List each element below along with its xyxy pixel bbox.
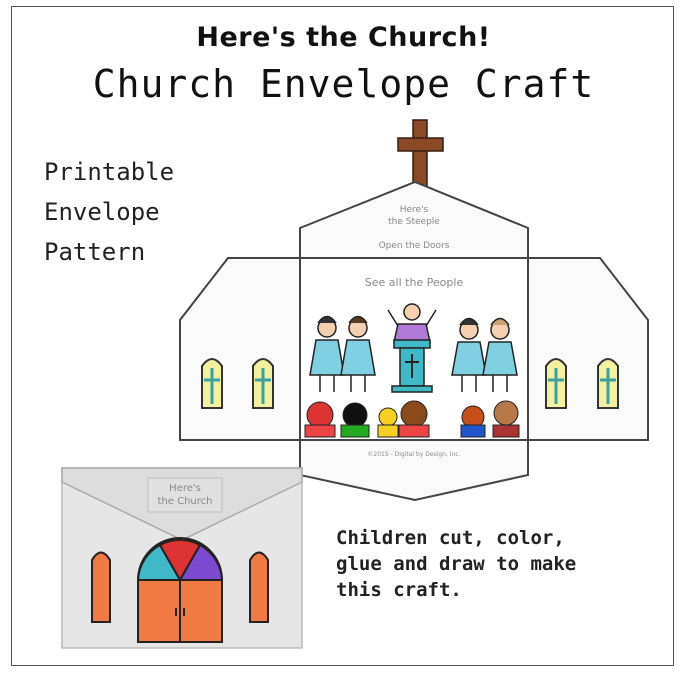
window-icon (202, 359, 222, 408)
top-flap-text-2: the Steeple (388, 217, 440, 227)
window-icon (253, 359, 273, 408)
window-icon (598, 359, 618, 408)
pattern-label-line-3: Pattern (44, 238, 146, 266)
audience-head (399, 401, 429, 437)
closed-flap-text-2: the Church (157, 496, 213, 507)
bottom-flap (300, 440, 528, 500)
audience-head (305, 402, 335, 437)
audience-head (378, 408, 398, 437)
craft-caption (336, 525, 666, 603)
audience-head (493, 401, 519, 437)
closed-envelope (62, 468, 302, 648)
window-icon (546, 359, 566, 408)
audience-head (461, 406, 485, 437)
center-text: See all the People (364, 276, 464, 289)
pattern-label-line-2: Envelope (44, 198, 160, 226)
pattern-label-line-1: Printable (44, 158, 175, 186)
right-flap (528, 258, 648, 440)
footer-text: ©2015 - Digital by Design, Inc. (367, 451, 461, 458)
page-title: Church Envelope Craft (92, 62, 595, 106)
closed-flap-text-1: Here's (169, 483, 201, 494)
caption-line-1: Children cut, color, (336, 527, 565, 549)
audience-head (341, 403, 369, 437)
left-flap (180, 258, 300, 440)
page-subtitle-banner: Here's the Church! (196, 22, 491, 53)
door-icon (138, 580, 222, 642)
top-flap-text-3: Open the Doors (378, 241, 450, 251)
caption-line-2: glue and draw to make (336, 553, 577, 575)
window-icon (92, 553, 110, 623)
top-flap-text-1: Here's (399, 205, 429, 215)
caption-line-3: this craft. (336, 579, 462, 601)
window-icon (250, 553, 268, 623)
